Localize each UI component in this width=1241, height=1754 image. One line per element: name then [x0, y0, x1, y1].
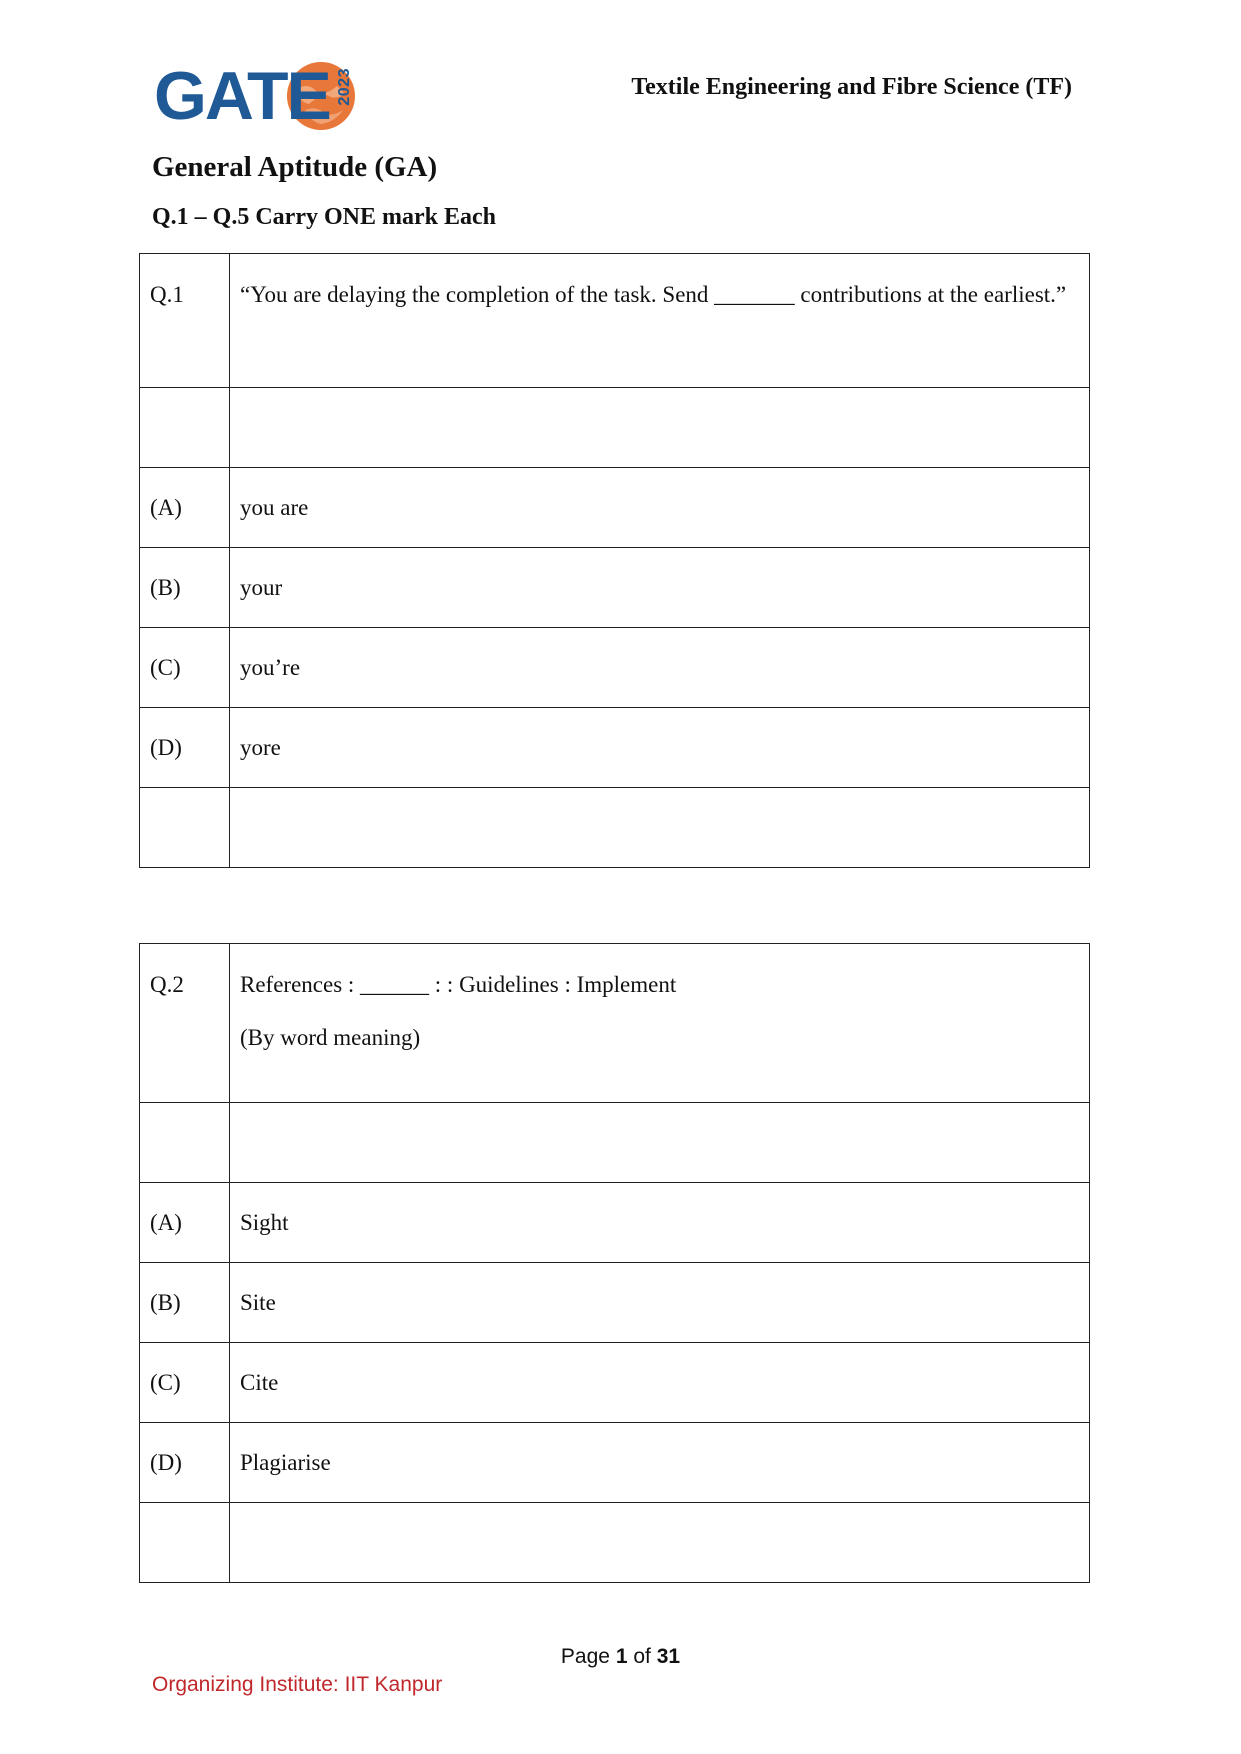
option-text: Cite [230, 1343, 1090, 1423]
option-text: you are [230, 468, 1090, 548]
option-label: (D) [140, 1423, 230, 1503]
option-label: (A) [140, 1183, 230, 1263]
page-prefix: Page [560, 1645, 610, 1668]
option-row-d[interactable] [140, 708, 1090, 788]
question-stem-row [140, 944, 1090, 1103]
blank-row [140, 388, 1090, 468]
question-stem-cell [230, 944, 1090, 1103]
option-row-a[interactable] [140, 468, 1090, 548]
option-label: (C) [140, 1343, 230, 1423]
option-label: (D) [140, 708, 230, 788]
blank-row [140, 1503, 1090, 1583]
question-table-q1 [139, 253, 1090, 868]
option-label: (A) [140, 468, 230, 548]
section-title: General Aptitude (GA) [152, 151, 438, 183]
page-current: 1 [615, 1645, 628, 1668]
option-row-a[interactable] [140, 1183, 1090, 1263]
option-row-d[interactable] [140, 1423, 1090, 1503]
option-row-c[interactable] [140, 628, 1090, 708]
option-row-b[interactable] [140, 1263, 1090, 1343]
option-text: you’re [230, 628, 1090, 708]
question-stem-note: (By word meaning) [240, 1025, 421, 1050]
page-of: of [633, 1645, 651, 1668]
option-row-c[interactable] [140, 1343, 1090, 1423]
option-text: Sight [230, 1183, 1090, 1263]
option-row-b[interactable] [140, 548, 1090, 628]
blank-row [140, 788, 1090, 868]
page-total: 31 [656, 1645, 681, 1668]
paper-title: Textile Engineering and Fibre Science (TF) [631, 74, 1072, 100]
question-table-q2 [139, 943, 1090, 1583]
option-label: (C) [140, 628, 230, 708]
option-text: yore [230, 708, 1090, 788]
option-text: Plagiarise [230, 1423, 1090, 1503]
logo-year: 2023 [336, 68, 353, 106]
option-text: Site [230, 1263, 1090, 1343]
option-text: your [230, 548, 1090, 628]
logo-wordmark: GATE [154, 58, 330, 134]
gate-logo [154, 58, 364, 138]
question-stem: References : ______ : : Guidelines : Implement [240, 972, 677, 997]
option-label: (B) [140, 548, 230, 628]
marks-note: Q.1 – Q.5 Carry ONE mark Each [152, 204, 496, 230]
question-stem-row [140, 254, 1090, 388]
option-label: (B) [140, 1263, 230, 1343]
question-number: Q.1 [140, 254, 230, 388]
blank-row [140, 1103, 1090, 1183]
question-stem: “You are delaying the completion of the task. Send _______ contributions at the earliest.” [230, 254, 1090, 388]
question-number: Q.2 [140, 944, 230, 1103]
organizing-institute: Organizing Institute: IIT Kanpur [152, 1673, 443, 1696]
page-number [0, 1645, 1241, 1669]
